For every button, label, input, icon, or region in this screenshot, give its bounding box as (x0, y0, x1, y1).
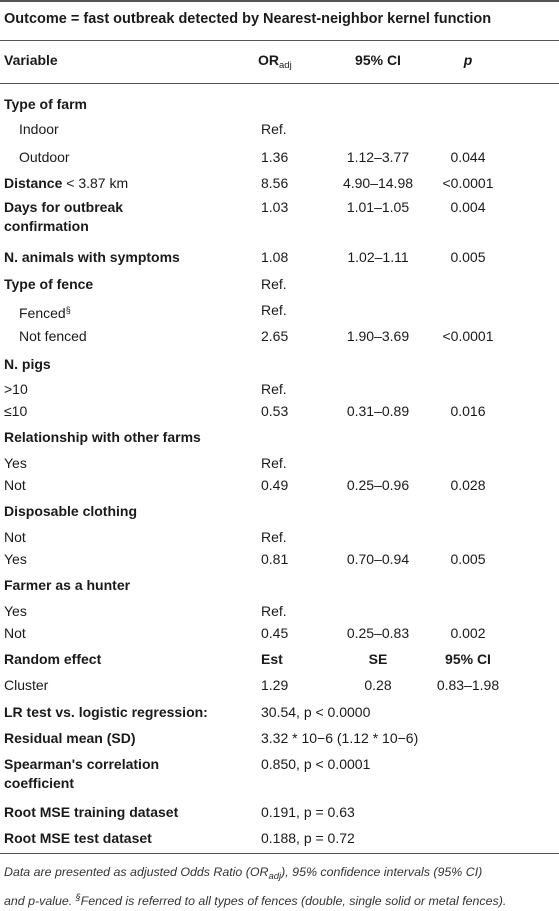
model-value: 30.54, p < 0.0000 (261, 704, 371, 720)
table-row (0, 452, 559, 474)
table-row (0, 299, 559, 321)
bottom-rule (0, 853, 559, 854)
model-row (0, 755, 559, 795)
model-value: 0.191, p = 0.63 (261, 804, 355, 820)
model-row (0, 701, 559, 723)
model-row (0, 801, 559, 823)
table-row (0, 648, 559, 670)
table-row (0, 273, 559, 295)
cell-ci: 1.02–1.11 (347, 249, 409, 265)
cell-p: 0.002 (450, 625, 486, 641)
table-footnote (4, 862, 556, 911)
model-value: 0.188, p = 0.72 (261, 830, 355, 846)
table-row (0, 574, 559, 596)
table-row (0, 500, 559, 522)
cell-or: Est (261, 651, 283, 667)
table-row (0, 353, 559, 375)
header-or: $OR_{adj}$ (258, 52, 292, 71)
table-row (0, 198, 559, 238)
table-row (0, 622, 559, 644)
table-row (0, 172, 559, 194)
model-row (0, 827, 559, 849)
table-row (0, 246, 559, 268)
model-row (0, 727, 559, 749)
cell-variable: Not (4, 477, 26, 493)
table-row (0, 378, 559, 400)
model-label: LR test vs. logistic regression: (4, 704, 208, 720)
cell-or: 0.49 (261, 477, 289, 493)
table-row (0, 426, 559, 448)
cell-or: Ref. (261, 302, 287, 318)
table-row (0, 600, 559, 622)
cell-p: 0.044 (450, 149, 486, 165)
cell-p: 0.016 (450, 403, 486, 419)
cell-or: 8.56 (261, 175, 289, 191)
column-headers (0, 49, 559, 71)
cell-variable: N. pigs (4, 356, 51, 372)
cell-variable: >10 (4, 381, 28, 397)
cell-ci: 4.90–14.98 (342, 175, 414, 191)
model-label: Root MSE training dataset (4, 804, 179, 820)
cell-variable: Not fenced (19, 328, 87, 344)
table-row (0, 474, 559, 496)
cell-or: Ref. (261, 121, 287, 137)
cell-ci: 0.70–0.94 (346, 551, 410, 567)
cell-variable: Indoor (19, 121, 59, 137)
cell-or: 0.81 (261, 551, 289, 567)
cell-variable: Days for outbreak confirmation (4, 199, 124, 234)
cell-or: 0.45 (261, 625, 289, 641)
cell-p: 95% CI (445, 651, 491, 667)
cell-variable: Not (4, 625, 26, 641)
table-caption: Outcome = fast outbreak detected by Nearest-neighbor kernel function (4, 11, 492, 27)
cell-variable: Not (4, 529, 26, 545)
cell-variable: Relationship with other farms (4, 429, 201, 445)
cell-variable: Random effect (4, 651, 102, 667)
cell-or: Ref. (261, 381, 287, 397)
model-value: 3.32 * 10−6 (1.12 * 10−6) (261, 730, 419, 746)
cell-variable: Fenced§ (19, 305, 71, 321)
model-label: Root MSE test dataset (4, 830, 152, 846)
cell-or: 1.03 (261, 199, 289, 215)
table-row (0, 325, 559, 347)
cell-variable: Type of farm (4, 96, 87, 112)
table-row (0, 118, 559, 140)
cell-variable: Distance < 3.87 km (4, 175, 129, 191)
header-ci: 95% CI (355, 52, 401, 68)
cell-or: 1.29 (261, 677, 289, 693)
cell-variable: Yes (4, 551, 27, 567)
cell-or: 1.36 (261, 149, 289, 165)
cell-ci: SE (368, 651, 388, 667)
cell-variable: Yes (4, 603, 27, 619)
cell-or: 1.08 (261, 249, 289, 265)
table-row (0, 526, 559, 548)
cell-p: 0.83–1.98 (436, 677, 500, 693)
model-label: Residual mean (SD) (4, 730, 136, 746)
top-rule (0, 0, 559, 2)
cell-or: Ref. (261, 529, 287, 545)
cell-p: 0.005 (450, 551, 486, 567)
table-row (0, 548, 559, 570)
model-value: 0.850, p < 0.0001 (261, 756, 371, 772)
cell-variable: N. animals with symptoms (4, 249, 180, 265)
cell-p: 0.028 (450, 477, 486, 493)
cell-ci: 0.25–0.83 (346, 625, 410, 641)
cell-or: 2.65 (261, 328, 289, 344)
model-label: Spearman's correlation coefficient (4, 756, 160, 791)
cell-ci: 1.01–1.05 (346, 199, 410, 215)
cell-p: 0.005 (450, 249, 486, 265)
cell-ci: 1.12–3.77 (346, 149, 410, 165)
table-row (0, 146, 559, 168)
cell-variable: ≤10 (4, 403, 28, 419)
cell-ci: 1.90–3.69 (346, 328, 410, 344)
cell-or: Ref. (261, 455, 287, 471)
cell-variable: Type of fence (4, 276, 94, 292)
header-p: p (463, 52, 473, 68)
cell-or: 0.53 (261, 403, 289, 419)
cell-variable: Cluster (4, 677, 49, 693)
cell-p: <0.0001 (442, 328, 494, 344)
table-row (0, 400, 559, 422)
cell-ci: 0.25–0.96 (346, 477, 410, 493)
cell-or: Ref. (261, 603, 287, 619)
cell-variable: Outdoor (19, 149, 70, 165)
cell-variable: Disposable clothing (4, 503, 138, 519)
caption-rule (0, 40, 559, 41)
cell-or: Ref. (261, 276, 287, 292)
cell-variable: Farmer as a hunter (4, 577, 131, 593)
cell-ci: 0.31–0.89 (346, 403, 410, 419)
cell-variable: Yes (4, 455, 27, 471)
header-variable: Variable (4, 52, 58, 68)
table-row (0, 93, 559, 115)
cell-p: <0.0001 (442, 175, 494, 191)
footnote-line-2: and p-value. §Fenced is referred to all types of fences (double, single solid or metal fences). (4, 892, 507, 908)
cell-p: 0.004 (450, 199, 486, 215)
header-rule (0, 83, 559, 84)
footnote-line-1: Data are presented as adjusted Odds Ratio $(OR_{adj})$, 95% confidence intervals (95% CI) (4, 865, 483, 882)
cell-ci: 0.28 (364, 677, 392, 693)
table-row (0, 674, 559, 696)
